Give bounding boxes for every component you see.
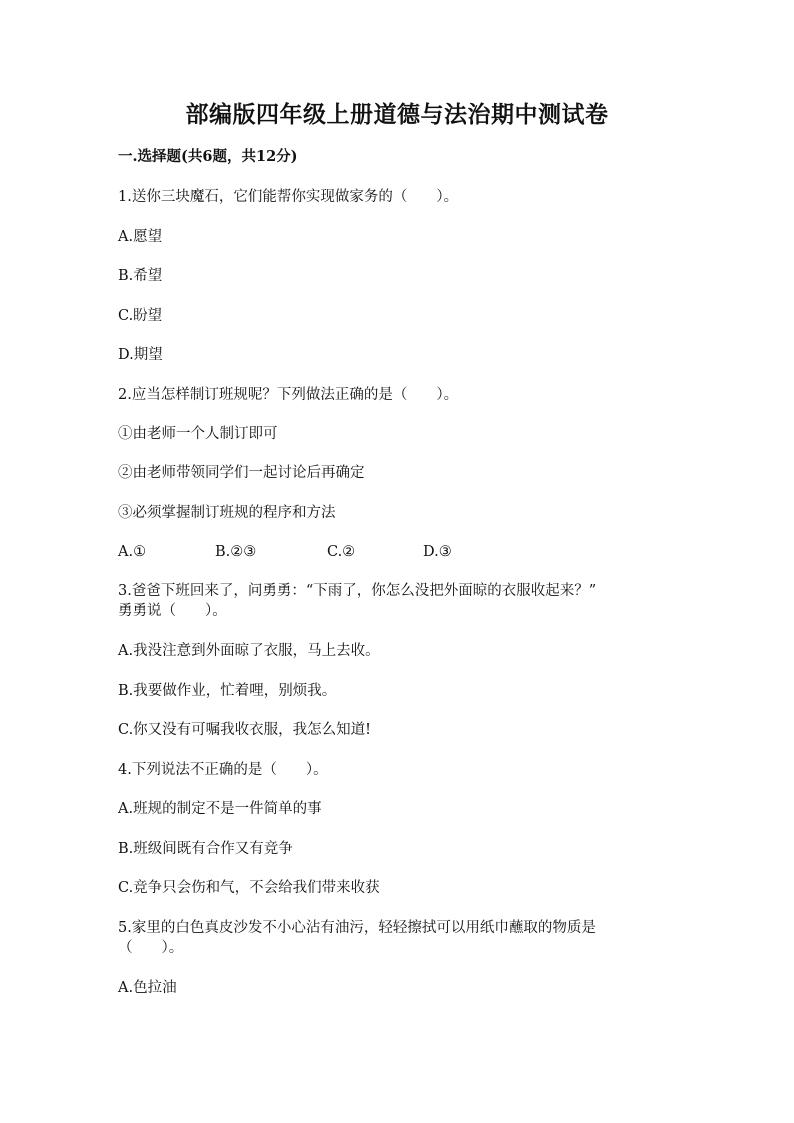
question-2-option-a: A.① xyxy=(118,544,147,560)
question-2-statement-3: ③必须掌握制订班规的程序和方法 xyxy=(118,505,336,521)
question-2-stem: 2.应当怎样制订班规呢？下列做法正确的是（ ）。 xyxy=(118,387,459,403)
question-3-option-b: B.我要做作业，忙着哩，别烦我。 xyxy=(118,683,337,699)
question-1-option-a: A.愿望 xyxy=(118,229,163,245)
question-2-statement-1: ①由老师一个人制订即可 xyxy=(118,426,278,442)
question-4-option-a: A.班规的制定不是一件简单的事 xyxy=(118,801,322,817)
question-2-option-c: C.② xyxy=(327,544,356,560)
section-heading: 一.选择题(共6题，共12分) xyxy=(118,148,298,165)
question-1-option-b: B.希望 xyxy=(118,268,163,284)
question-3-stem-line-1: 3.爸爸下班回来了，问勇勇：“下雨了，你怎么没把外面晾的衣服收起来？” xyxy=(118,583,597,599)
question-4-stem: 4.下列说法不正确的是（ ）。 xyxy=(118,762,328,778)
question-5-stem-line-2: （ ）。 xyxy=(118,940,184,956)
question-2-statement-2: ②由老师带领同学们一起讨论后再确定 xyxy=(118,465,365,481)
question-3-option-c: C.你又没有可嘱我收衣服，我怎么知道! xyxy=(118,722,372,738)
question-1-option-c: C.盼望 xyxy=(118,308,163,324)
question-1-option-d: D.期望 xyxy=(118,347,163,363)
question-4-option-b: B.班级间既有合作又有竞争 xyxy=(118,841,293,857)
question-2-option-b: B.②③ xyxy=(215,544,257,560)
exam-title: 部编版四年级上册道德与法治期中测试卷 xyxy=(185,101,609,128)
question-2-options-row xyxy=(118,542,678,562)
question-3-option-a: A.我没注意到外面晾了衣服，马上去收。 xyxy=(118,643,380,659)
question-1-stem: 1.送你三块魔石，它们能帮你实现做家务的（ ）。 xyxy=(118,189,459,205)
question-2-option-d: D.③ xyxy=(423,544,452,560)
question-3-stem-line-2: 勇勇说（ ）。 xyxy=(118,603,227,619)
question-5-option-a: A.色拉油 xyxy=(118,980,177,996)
question-4-option-c: C.竞争只会伤和气，不会给我们带来收获 xyxy=(118,880,380,896)
question-5-stem-line-1: 5.家里的白色真皮沙发不小心沾有油污，轻轻擦拭可以用纸巾蘸取的物质是 xyxy=(118,920,596,936)
